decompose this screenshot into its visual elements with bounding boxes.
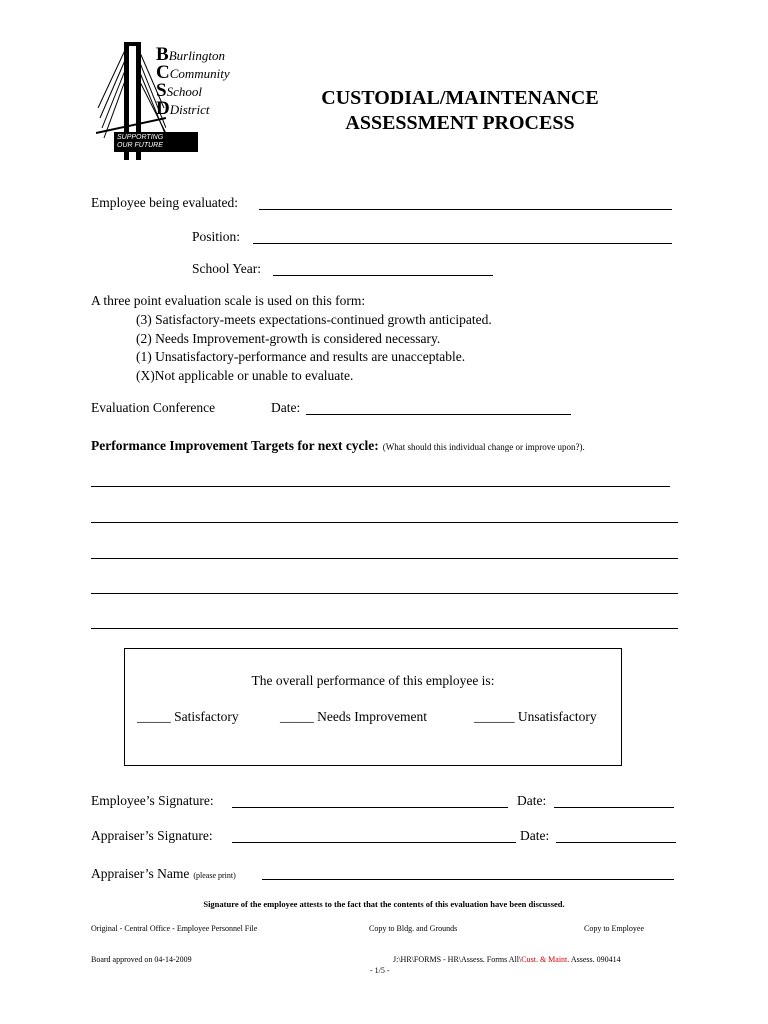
appraiser-date-label: Date:	[520, 828, 550, 843]
appraiser-name-label: Appraiser’s Name (please print)	[91, 866, 236, 881]
distribution-copy-employee: Copy to Employee	[584, 924, 644, 933]
attest-note: Signature of the employee attests to the fact that the contents of this evaluation have been discussed.	[203, 899, 565, 909]
targets-line-3[interactable]	[91, 558, 678, 559]
targets-line-4[interactable]	[91, 593, 678, 594]
page-title	[270, 86, 650, 136]
option-needs-improvement[interactable]: _____ Needs Improvement	[280, 709, 427, 724]
district-logo	[96, 38, 230, 168]
logo-slogan	[114, 132, 198, 152]
appraiser-signature-label: Appraiser’s Signature:	[91, 828, 213, 843]
logo-line3: School	[166, 84, 202, 99]
file-path: J:\HR\FORMS - HR\Assess. Forms All\Cust. & Maint. Assess. 090414	[393, 955, 621, 964]
targets-line-5[interactable]	[91, 628, 678, 629]
board-approved: Board approved on 04-14-2009	[91, 955, 192, 964]
overall-performance-box	[124, 648, 622, 766]
targets-heading	[91, 437, 585, 455]
logo-slogan-line2: OUR FUTURE	[117, 142, 163, 149]
scale-item: (2) Needs Improvement-growth is considered necessary.	[136, 330, 441, 346]
logo-line2: Community	[169, 66, 230, 81]
school-year-field[interactable]	[273, 275, 493, 276]
option-satisfactory[interactable]: _____ Satisfactory	[137, 709, 239, 724]
logo-line4: District	[169, 102, 210, 117]
appraiser-signature-field[interactable]	[232, 842, 516, 843]
conference-date-label: Date:	[271, 400, 301, 415]
school-year-label: School Year:	[192, 261, 262, 276]
appraiser-date-field[interactable]	[556, 842, 676, 843]
appraiser-name-field[interactable]	[262, 879, 674, 880]
overall-prompt: The overall performance of this employee is:	[251, 673, 495, 688]
scale-item: (3) Satisfactory-meets expectations-continued growth anticipated.	[136, 312, 492, 327]
scale-list	[136, 311, 492, 385]
scale-intro: A three point evaluation scale is used on this form:	[91, 293, 366, 308]
employee-date-label: Date:	[517, 793, 547, 808]
distribution-original: Original - Central Office - Employee Personnel File	[91, 924, 258, 933]
scale-item: (X)Not applicable or unable to evaluate.	[136, 367, 354, 383]
title-line2: ASSESSMENT PROCESS	[345, 112, 575, 134]
conference-date-field[interactable]	[306, 414, 571, 415]
logo-slogan-line1: SUPPORTING	[117, 134, 164, 141]
targets-line-1[interactable]	[91, 486, 670, 487]
logo-line1: Burlington	[168, 48, 226, 63]
distribution-copy-bldg: Copy to Bldg. and Grounds	[369, 924, 458, 933]
employee-signature-field[interactable]	[232, 807, 508, 808]
employee-label: Employee being evaluated:	[91, 195, 238, 210]
conference-label: Evaluation Conference	[91, 400, 216, 415]
targets-line-2[interactable]	[91, 522, 678, 523]
employee-date-field[interactable]	[554, 807, 674, 808]
employee-signature-label: Employee’s Signature:	[91, 793, 214, 808]
title-line1: CUSTODIAL/MAINTENANCE	[321, 87, 599, 109]
page-number: - 1/5 -	[370, 966, 390, 975]
position-field[interactable]	[253, 243, 672, 244]
scale-item: (1) Unsatisfactory-performance and results are unacceptable.	[136, 349, 466, 364]
targets-hint: (What should this individual change or improve upon?).	[382, 442, 585, 452]
employee-field[interactable]	[259, 209, 672, 210]
logo-text: BBurlington CCommunity SSchool DDistrict	[156, 44, 230, 119]
position-label: Position:	[192, 229, 241, 244]
option-unsatisfactory[interactable]: ______ Unsatisfactory	[474, 709, 597, 724]
targets-label: Performance Improvement Targets for next cycle:	[91, 438, 379, 453]
